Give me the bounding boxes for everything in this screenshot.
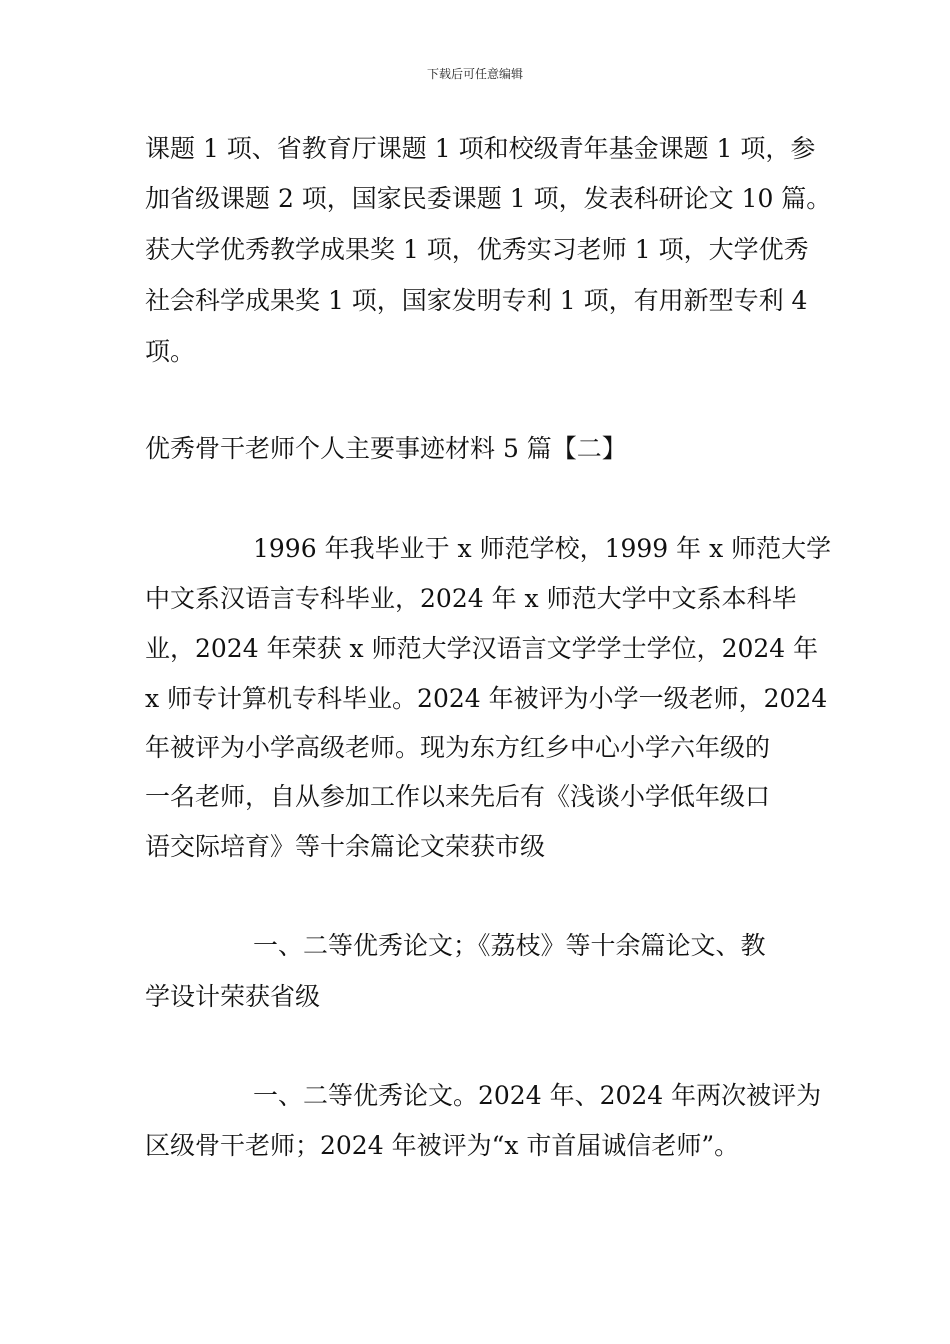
body-line: 加省级课题 2 项，国家民委课题 1 项，发表科研论文 10 篇。 bbox=[145, 184, 832, 213]
body-line: 区级骨干老师；2024 年被评为“x 市首届诚信老师”。 bbox=[145, 1131, 740, 1160]
body-line: 业，2024 年荣获 x 师范大学汉语言文学学士学位，2024 年 bbox=[145, 634, 819, 663]
page-header: 下载后可任意编辑 bbox=[426, 67, 523, 81]
body-line: 语交际培育》等十余篇论文荣获市级 bbox=[145, 832, 546, 861]
body-line: x 师专计算机专科毕业。2024 年被评为小学一级老师，2024 bbox=[145, 684, 828, 713]
body-line: 一、二等优秀论文。2024 年、2024 年两次被评为 bbox=[253, 1081, 822, 1110]
body-line: 课题 1 项、省教育厅课题 1 项和校级青年基金课题 1 项，参 bbox=[145, 134, 816, 163]
body-line: 一名老师，自从参加工作以来先后有《浅谈小学低年级口 bbox=[145, 782, 771, 811]
body-line: 社会科学成果奖 1 项，国家发明专利 1 项，有用新型专利 4 bbox=[145, 286, 808, 315]
body-line: 1996 年我毕业于 x 师范学校，1999 年 x 师范大学 bbox=[253, 534, 832, 563]
body-line: 一、二等优秀论文；《荔枝》等十余篇论文、教 bbox=[253, 931, 766, 960]
section-heading: 优秀骨干老师个人主要事迹材料 5 篇【二】 bbox=[145, 434, 627, 463]
body-line: 中文系汉语言专科毕业，2024 年 x 师范大学中文系本科毕 bbox=[145, 584, 797, 613]
body-line: 获大学优秀教学成果奖 1 项，优秀实习老师 1 项，大学优秀 bbox=[145, 235, 809, 264]
body-line: 年被评为小学高级老师。现为东方红乡中心小学六年级的 bbox=[145, 733, 771, 762]
body-line: 学设计荣获省级 bbox=[145, 982, 321, 1011]
body-line: 项。 bbox=[145, 337, 196, 366]
